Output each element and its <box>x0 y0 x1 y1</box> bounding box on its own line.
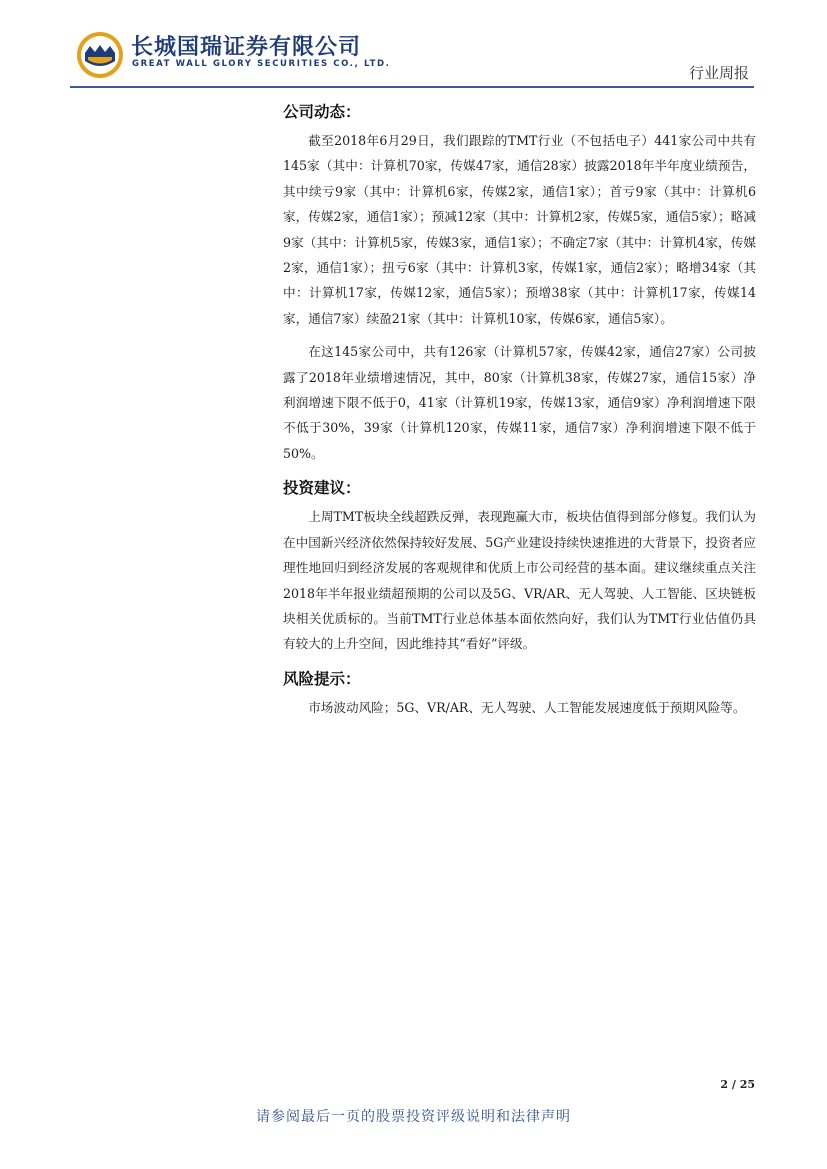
section-risk-warning <box>283 667 756 720</box>
page-header <box>0 0 827 90</box>
paragraph: 在这145家公司中，共有126家（计算机57家，传媒42家，通信27家）公司披露了2018年业绩增速情况，其中，80家（计算机38家，传媒27家，通信15家）净利润增速下限不低于0，41家（计算机19家，传媒13家，通信9家）净利润增速下限不低于30%，39家（计算机120家，传媒11家，通信7家）净利润增速下限不低于50%。 <box>283 344 756 461</box>
section-investment-advice <box>283 476 756 656</box>
section-heading: 公司动态： <box>283 103 361 121</box>
section-heading: 风险提示： <box>283 669 361 688</box>
footer-disclaimer: 请参阅最后一页的股票投资评级说明和法律声明 <box>256 1109 571 1125</box>
paragraph: 截至2018年6月29日，我们跟踪的TMT行业（不包括电子）441家公司中共有145家（其中：计算机70家，传媒47家，通信28家）披露2018年半年度业绩预告，其中续亏9家（其中：计算机6家，传媒2家，通信1家）；首亏9家（其中：计算机6家，传媒2家，通信1家）；预减12家（其中：计算机2家，传媒5家，通信5家）；略减9家（其中：计算机5家，传媒3家，通信1家）；不确定7家（其中：计算机4家，传媒2家，通信1家）；扭亏6家（其中：计算机3家，传媒1家，通信2家）；略增34家（其中：计算机17家，传媒12家，通信5家）；预增38家（其中：计算机17家，传媒14家，通信7家）续盈21家（其中：计算机10家，传媒6家，通信5家）。 <box>283 133 756 326</box>
page-number: 2 / 25 <box>720 1078 755 1091</box>
company-name-en: GREAT WALL GLORY SECURITIES CO., LTD. <box>132 59 391 69</box>
header-divider <box>70 86 754 88</box>
paragraph: 市场波动风险；5G、VR/AR、无人驾驶、人工智能发展速度低于预期风险等。 <box>308 699 746 715</box>
main-content <box>283 100 756 720</box>
section-company-news <box>283 100 756 466</box>
section-heading: 投资建议： <box>283 479 361 498</box>
report-type-label: 行业周报 <box>688 64 749 82</box>
company-name-cn: 长城国瑞证券有限公司 <box>131 35 362 60</box>
company-logo-icon <box>76 31 124 79</box>
paragraph: 上周TMT板块全线超跌反弹，表现跑赢大市，板块估值得到部分修复。我们认为在中国新兴经济依然保持较好发展、5G产业建设持续快速推进的大背景下，投资者应理性地回归到经济发展的客观规律和优质上市公司经营的基本面。建议继续重点关注2018年半年报业绩超预期的公司以及5G、VR/AR、无人驾驶、人工智能、区块链板块相关优质标的。当前TMT行业总体基本面依然向好，我们认为TMT行业估值仍具有较大的上升空间，因此维持其“看好”评级。 <box>283 509 756 652</box>
